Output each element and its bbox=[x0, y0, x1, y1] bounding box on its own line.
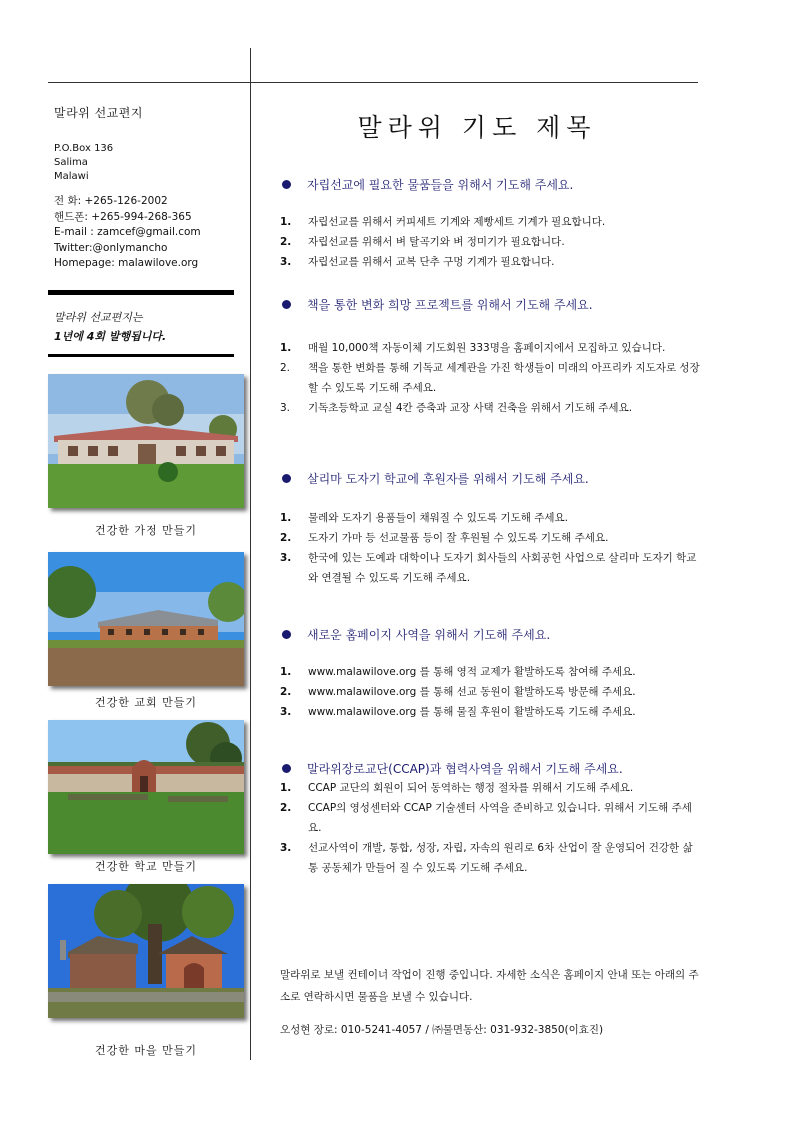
section-heading: 책을 통한 변화 희망 프로젝트를 위해서 기도해 주세요. bbox=[282, 296, 593, 313]
school-photo bbox=[48, 720, 244, 854]
column-divider bbox=[250, 48, 251, 1060]
list-item: 2. CCAP의 영성센터와 CCAP 기술센터 사역을 준비하고 있습니다. 위해서 기도해 주세요. bbox=[280, 802, 692, 834]
list-item: 2. 도자기 가마 등 선교물품 등이 잘 후원될 수 있도록 기도해 주세요. bbox=[280, 532, 609, 544]
church-photo bbox=[48, 552, 244, 686]
bullet-icon bbox=[282, 474, 291, 483]
bullet-icon bbox=[282, 764, 291, 773]
photo-caption: 건강한 학교 만들기 bbox=[94, 860, 197, 873]
prayer-list bbox=[280, 508, 700, 588]
list-item: 3. 선교사역이 개발, 통합, 성장, 자립, 자속의 원리로 6차 산업이 잘 운영되어 건강한 삶통 공동체가 만들어 질 수 있도록 기도해 주세요. bbox=[280, 842, 693, 874]
email-line: E-mail : zamcef@gmail.com bbox=[54, 226, 201, 238]
prayer-list bbox=[280, 778, 700, 878]
list-item: 1. 자립선교를 위해서 커피세트 기계와 제빵세트 기계가 필요합니다. bbox=[280, 216, 606, 228]
homepage-line: Homepage: malawilove.org bbox=[54, 257, 199, 269]
list-item: 1. 매월 10,000책 자동이체 기도회원 333명을 홈페이지에서 모집하고 있습니다. bbox=[280, 342, 666, 354]
section-heading: 살리마 도자기 학교에 후원자를 위해서 기도해 주세요. bbox=[282, 470, 589, 487]
sidebar-divider bbox=[48, 290, 234, 295]
list-item: 2. www.malawilove.org 를 통해 선교 동원이 활발하도록 방문해 주세요. bbox=[280, 686, 636, 698]
newsletter-title: 말라위 선교편지 bbox=[54, 106, 143, 120]
mailing-address: P.O.Box 136 Salima Malawi bbox=[54, 143, 114, 182]
header-rule bbox=[48, 82, 698, 83]
list-item: 1. 물레와 도자기 용품들이 채워질 수 있도록 기도해 주세요. bbox=[280, 512, 568, 524]
list-item: 2. 책을 통한 변화를 통해 기독교 세계관을 가진 학생들이 미래의 아프리카 지도자로 성장할 수 있도록 기도해 주세요. bbox=[280, 362, 700, 394]
bullet-icon bbox=[282, 300, 291, 309]
list-item: 1. www.malawilove.org 를 통해 영적 교제가 활발하도록 참여해 주세요. bbox=[280, 666, 636, 678]
section-heading: 새로운 홈페이지 사역을 위해서 기도해 주세요. bbox=[282, 626, 550, 643]
list-item: 2. 자립선교를 위해서 벼 탈곡기와 벼 정미기가 필요합니다. bbox=[280, 236, 565, 248]
page-title: 말라위 기도 제목 bbox=[357, 113, 597, 142]
phone-line: 전 화: +265-126-2002 bbox=[54, 195, 168, 207]
prayer-list bbox=[280, 338, 700, 418]
list-item: 3. 자립선교를 위해서 교복 단추 구멍 기계가 필요합니다. bbox=[280, 256, 555, 268]
container-notice: 말라위로 보낼 컨테이너 작업이 진행 중입니다. 자세한 소식은 홈페이지 안내 또는 아래의 주소로 연락하시면 물품을 보낼 수 있습니다. bbox=[280, 969, 699, 1003]
house-photo bbox=[48, 374, 244, 508]
publication-note: 말라위 선교편지는 1년에 4회 발행됩니다. bbox=[54, 311, 167, 343]
photo-caption: 건강한 마을 만들기 bbox=[94, 1044, 197, 1057]
section-heading: 자립선교에 필요한 물품들을 위해서 기도해 주세요. bbox=[282, 176, 573, 193]
list-item: 3. 한국에 있는 도예과 대학이나 도자기 회사들의 사회공헌 사업으로 살리마 도자기 학교와 연결될 수 있도록 기도해 주세요. bbox=[280, 552, 697, 584]
contact-footer: 오성현 장로: 010-5241-4057 / ㈜물면동산: 031-932-3850(이효진) bbox=[280, 1024, 604, 1036]
list-item: 3. 기독초등학교 교실 4칸 증축과 교장 사택 건축을 위해서 기도해 주세요. bbox=[280, 402, 633, 414]
photo-caption: 건강한 가정 만들기 bbox=[94, 524, 197, 537]
list-item: 3. www.malawilove.org 를 통해 물질 후원이 활발하도록 기도해 주세요. bbox=[280, 706, 636, 718]
section-heading: 말라위장로교단(CCAP)과 협력사역을 위해서 기도해 주세요. bbox=[282, 760, 623, 777]
bullet-icon bbox=[282, 180, 291, 189]
list-item: 1. CCAP 교단의 회원이 되어 동역하는 행정 절차를 위해서 기도해 주세요. bbox=[280, 782, 634, 794]
twitter-line: Twitter:@onlymancho bbox=[54, 241, 168, 254]
bullet-icon bbox=[282, 630, 291, 639]
village-photo bbox=[48, 884, 244, 1018]
photo-caption: 건강한 교회 만들기 bbox=[94, 696, 197, 709]
contact-info bbox=[54, 194, 201, 272]
prayer-list bbox=[280, 662, 700, 722]
mobile-line: 핸드폰: +265-994-268-365 bbox=[54, 210, 192, 223]
sidebar-divider bbox=[48, 354, 234, 357]
prayer-list bbox=[280, 212, 700, 272]
